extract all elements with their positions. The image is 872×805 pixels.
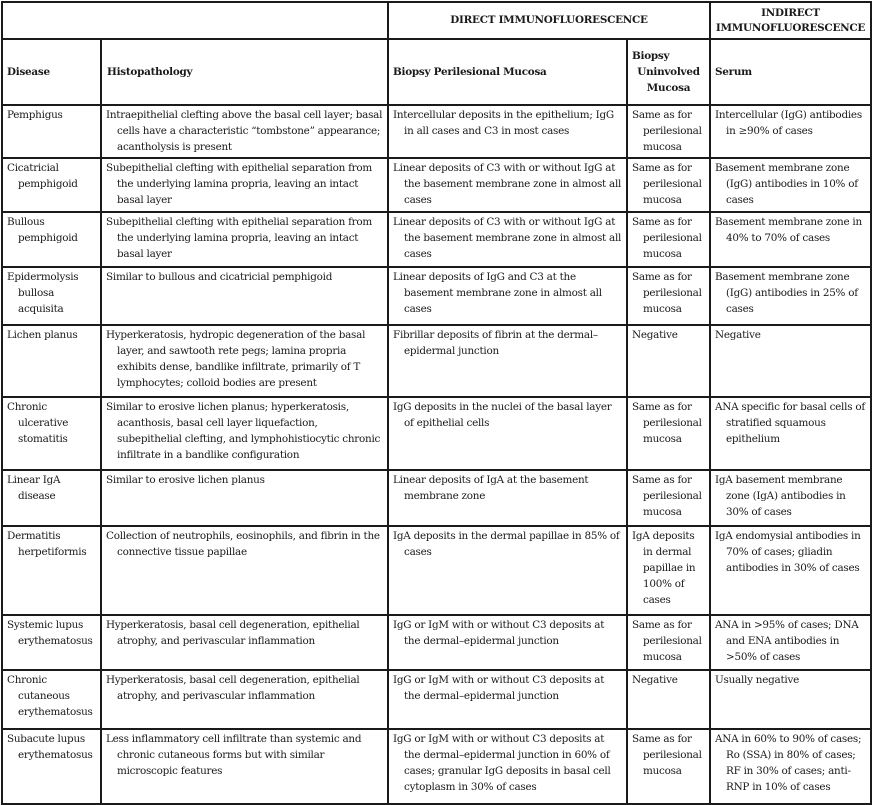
column-header-disease: Disease (2, 39, 101, 105)
cell-perilesional: IgG deposits in the nuclei of the basal layer of epithelial cells (388, 397, 627, 470)
cell-histopathology: Hyperkeratosis, basal cell degeneration, epithelial atrophy, and perivascular inflammation (101, 615, 388, 670)
column-header-uninvolved-line1: Biopsy (632, 49, 670, 62)
table-row-bullous-pemphigoid (2, 212, 871, 267)
table-row-subacute-lupus-erythematosus (2, 729, 871, 804)
cell-serum: Usually negative (710, 670, 871, 729)
cell-disease: Linear IgA disease (2, 470, 101, 526)
cell-uninvolved: Negative (627, 670, 710, 729)
cell-serum: Basement membrane zone in 40% to 70% of cases (710, 212, 871, 267)
cell-disease: Chronic ulcerative stomatitis (2, 397, 101, 470)
cell-histopathology: Hyperkeratosis, basal cell degeneration, epithelial atrophy, and perivascular inflammation (101, 670, 388, 729)
cell-uninvolved: Same as for perilesional mucosa (627, 158, 710, 212)
cell-perilesional: Linear deposits of C3 with or without IgG at the basement membrane zone in almost all cases (388, 212, 627, 267)
cell-disease: Pemphigus (2, 105, 101, 158)
column-header-histopathology: Histopathology (101, 39, 388, 105)
header-blank-cell (2, 2, 388, 39)
cell-perilesional: Linear deposits of C3 with or without IgG at the basement membrane zone in almost all cases (388, 158, 627, 212)
table-header (2, 2, 871, 105)
cell-uninvolved: Same as for perilesional mucosa (627, 267, 710, 325)
cell-uninvolved: Same as for perilesional mucosa (627, 729, 710, 804)
cell-serum: IgA endomysial antibodies in 70% of cases; gliadin antibodies in 30% of cases (710, 526, 871, 615)
cell-disease: Systemic lupus erythematosus (2, 615, 101, 670)
column-header-uninvolved (627, 39, 710, 105)
table-body (2, 105, 871, 804)
table-row-chronic-ulcerative-stomatitis (2, 397, 871, 470)
cell-uninvolved: Negative (627, 325, 710, 397)
cell-perilesional: IgA deposits in the dermal papillae in 85% of cases (388, 526, 627, 615)
cell-histopathology: Less inflammatory cell infiltrate than systemic and chronic cutaneous forms but with similar microscopic features (101, 729, 388, 804)
cell-histopathology: Similar to bullous and cicatricial pemphigoid (101, 267, 388, 325)
cell-histopathology: Subepithelial clefting with epithelial separation from the underlying lamina propria, leaving an intact basal layer (101, 158, 388, 212)
cell-histopathology: Subepithelial clefting with epithelial separation from the underlying lamina propria, leaving an intact basal layer (101, 212, 388, 267)
cell-perilesional: IgG or IgM with or without C3 deposits at the dermal–epidermal junction (388, 670, 627, 729)
cell-disease: Subacute lupus erythematosus (2, 729, 101, 804)
table-row-lichen-planus (2, 325, 871, 397)
cell-serum: ANA in 60% to 90% of cases; Ro (SSA) in 80% of cases; RF in 30% of cases; anti-RNP in 10% of cases (710, 729, 871, 804)
cell-perilesional: Linear deposits of IgG and C3 at the basement membrane zone in almost all cases (388, 267, 627, 325)
cell-uninvolved: Same as for perilesional mucosa (627, 397, 710, 470)
cell-serum: ANA specific for basal cells of stratified squamous epithelium (710, 397, 871, 470)
cell-histopathology: Hyperkeratosis, hydropic degeneration of the basal layer, and sawtooth rete pegs; lamina propria exhibits dense, bandlike infiltrate, primarily of T lymphocytes; colloid bodies are present (101, 325, 388, 397)
cell-serum: IgA basement membrane zone (IgA) antibodies in 30% of cases (710, 470, 871, 526)
cell-disease: Dermatitis herpetiformis (2, 526, 101, 615)
cell-uninvolved: IgA deposits in dermal papillae in 100% of cases (627, 526, 710, 615)
cell-serum: Basement membrane zone (IgG) antibodies in 25% of cases (710, 267, 871, 325)
cell-histopathology: Intraepithelial clefting above the basal cell layer; basal cells have a characteristic “tombstone” appearance; acantholysis is present (101, 105, 388, 158)
table-row-systemic-lupus-erythematosus (2, 615, 871, 670)
cell-perilesional: Linear deposits of IgA at the basement membrane zone (388, 470, 627, 526)
column-header-uninvolved-line2: Uninvolved (637, 65, 700, 78)
table-row-epidermolysis-bullosa-acquisita (2, 267, 871, 325)
cell-disease: Bullous pemphigoid (2, 212, 101, 267)
cell-uninvolved: Same as for perilesional mucosa (627, 212, 710, 267)
cell-disease: Lichen planus (2, 325, 101, 397)
cell-uninvolved: Same as for perilesional mucosa (627, 470, 710, 526)
cell-serum: Basement membrane zone (IgG) antibodies in 10% of cases (710, 158, 871, 212)
cell-perilesional: Fibrillar deposits of fibrin at the dermal–epidermal junction (388, 325, 627, 397)
column-header-uninvolved-line3: Mucosa (646, 81, 691, 94)
cell-serum: Negative (710, 325, 871, 397)
cell-disease: Chronic cutaneous erythematosus (2, 670, 101, 729)
cell-histopathology: Collection of neutrophils, eosinophils, and fibrin in the connective tissue papillae (101, 526, 388, 615)
table-row-chronic-cutaneous-erythematosus (2, 670, 871, 729)
column-header-perilesional: Biopsy Perilesional Mucosa (388, 39, 627, 105)
group-header-indirect: INDIRECT IMMUNOFLUORESCENCE (710, 2, 871, 39)
cell-serum: ANA in >95% of cases; DNA and ENA antibodies in >50% of cases (710, 615, 871, 670)
cell-perilesional: IgG or IgM with or without C3 deposits at the dermal–epidermal junction (388, 615, 627, 670)
cell-perilesional: Intercellular deposits in the epithelium; IgG in all cases and C3 in most cases (388, 105, 627, 158)
immunofluorescence-table (1, 1, 872, 805)
cell-uninvolved: Same as for perilesional mucosa (627, 615, 710, 670)
table-row-pemphigus (2, 105, 871, 158)
group-header-direct: DIRECT IMMUNOFLUORESCENCE (388, 2, 710, 39)
cell-serum: Intercellular (IgG) antibodies in ≥90% of cases (710, 105, 871, 158)
column-header-serum: Serum (710, 39, 871, 105)
cell-histopathology: Similar to erosive lichen planus (101, 470, 388, 526)
table-row-dermatitis-herpetiformis (2, 526, 871, 615)
cell-disease: Epidermolysis bullosa acquisita (2, 267, 101, 325)
cell-histopathology: Similar to erosive lichen planus; hyperkeratosis, acanthosis, basal cell layer liquefaction, subepithelial clefting, and lymphohistiocytic chronic infiltrate in a bandlike configuration (101, 397, 388, 470)
table-row-linear-iga-disease (2, 470, 871, 526)
table-row-cicatricial-pemphigoid (2, 158, 871, 212)
cell-disease: Cicatricial pemphigoid (2, 158, 101, 212)
cell-uninvolved: Same as for perilesional mucosa (627, 105, 710, 158)
cell-perilesional: IgG or IgM with or without C3 deposits at the dermal–epidermal junction in 60% of cases; granular IgG deposits in basal cell cytoplasm in 30% of cases (388, 729, 627, 804)
